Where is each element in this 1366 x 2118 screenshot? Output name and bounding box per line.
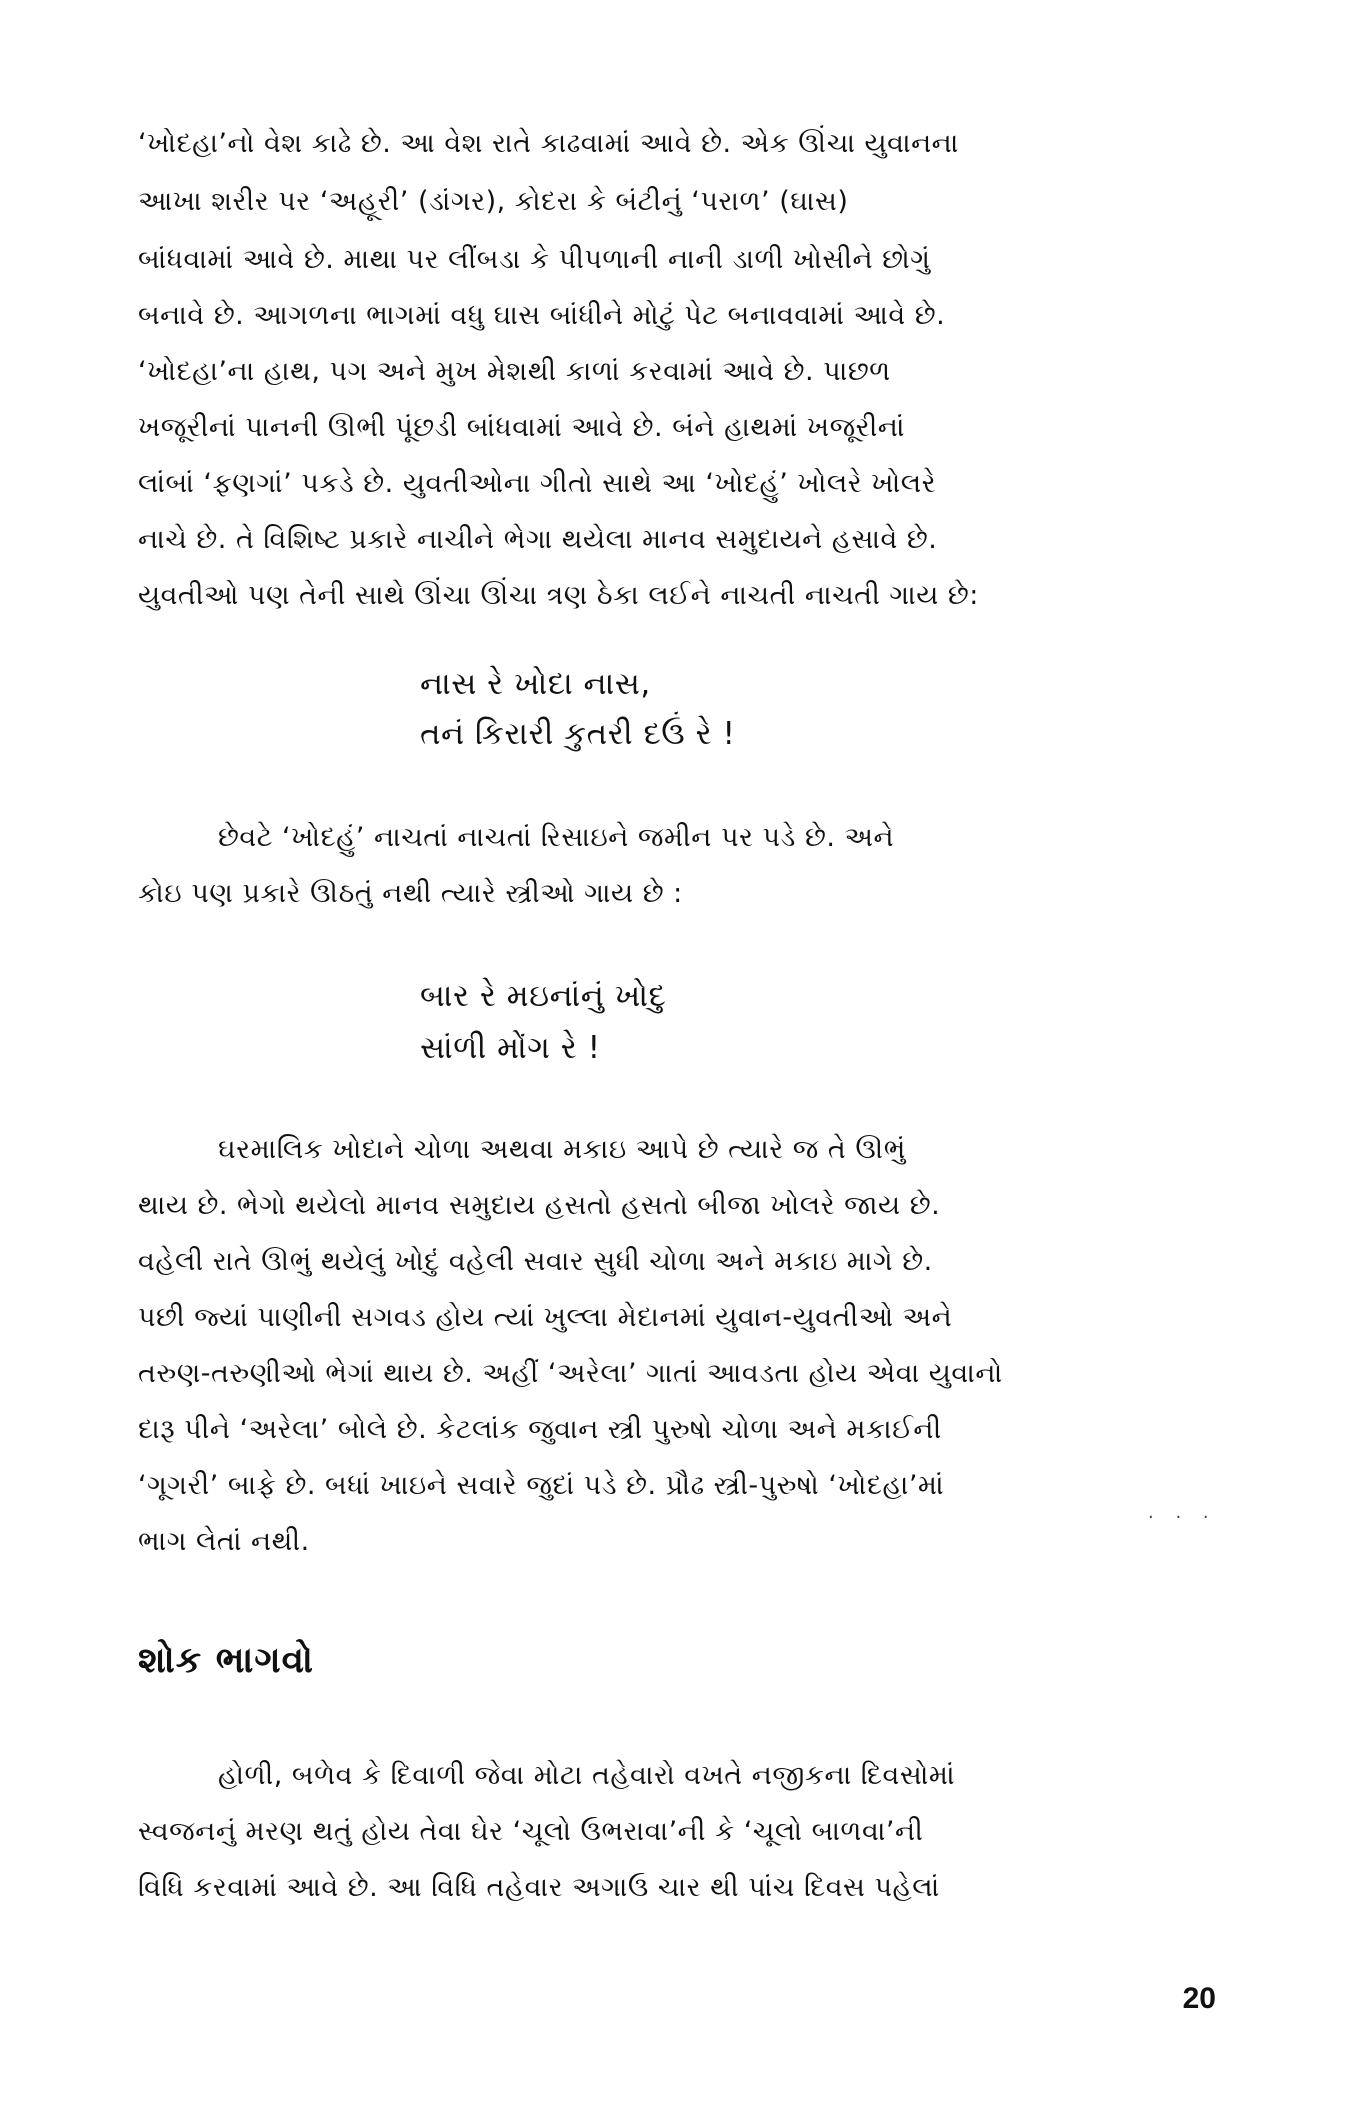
paragraph-4-line-3: વિધિ કરવામાં આવે છે. આ વિધિ તહેવાર અગાઉ ચાર થી પાંચ દિવસ પહેલાં — [138, 1872, 940, 1903]
paragraph-1-line-1: ‘ખોદહા’નો વેશ કાઢે છે. આ વેશ રાતે કાઢવામાં આવે છે. એક ઊંચા યુવાનના — [138, 128, 959, 159]
paragraph-1-line-7: લાંબાં ‘ફણગાં’ પકડે છે. યુવતીઓના ગીતો સાથે આ ‘ખોદહું’ ખોલરે ખોલરે — [138, 468, 937, 499]
paragraph-1-line-6: ખજૂરીનાં પાનની ઊભી પૂંછડી બાંધવામાં આવે છે. બંને હાથમાં ખજૂરીનાં — [138, 412, 906, 443]
paragraph-4-line-2: સ્વજનનું મરણ થતું હોય તેવા ઘેર ‘ચૂલો ઉભરાવા’ની કે ‘ચૂલો બાળવા’ની — [138, 1816, 924, 1847]
paragraph-4-line-1: હોળી, બળેવ કે દિવાળી જેવા મોટા તહેવારો વખતે નજીકના દિવસોમાં — [218, 1760, 956, 1791]
page-number: 20 — [1182, 1982, 1216, 2015]
paragraph-2-line-1: છેવટે ‘ખોદહું’ નાચતાં નાચતાં રિસાઇને જમીન પર પડે છે. અને — [218, 822, 895, 853]
verse-2-line-1: બાર રે મઇનાંનું ખોદુ — [420, 978, 667, 1014]
paragraph-2-line-2: કોઇ પણ પ્રકારે ઊઠતું નથી ત્યારે સ્ત્રીઓ ગાય છે : — [138, 878, 683, 909]
paragraph-3-line-7: ‘ગૂગરી’ બાફે છે. બધાં ખાઇને સવારે જુદાં પડે છે. પ્રૌઢ સ્ત્રી-પુરુષો ‘ખોદહા’માં — [138, 1470, 945, 1501]
paragraph-3-line-8: ભાગ લેતાં નથી. — [138, 1526, 310, 1557]
paragraph-1-line-8: નાચે છે. તે વિશિષ્ટ પ્રકારે નાચીને ભેગા થયેલા માનવ સમુદાયને હસાવે છે. — [138, 524, 938, 555]
paragraph-1-line-3: બાંધવામાં આવે છે. માથા પર લીંબડા કે પીપળાની નાની ડાળી ખોસીને છોગું — [138, 244, 931, 275]
paragraph-3-line-3: વહેલી રાતે ઊભું થયેલું ખોદું વહેલી સવાર સુધી ચોળા અને મકાઇ માગે છે. — [138, 1246, 933, 1277]
section-heading: શોક ભાગવો — [138, 1640, 315, 1681]
verse-1-line-1: નાસ રે ખોદા નાસ, — [420, 666, 651, 702]
stray-dots-mark: . . . — [1148, 1502, 1217, 1523]
paragraph-1-line-5: ‘ખોદહા’ના હાથ, પગ અને મુખ મેશથી કાળાં કરવામાં આવે છે. પાછળ — [138, 356, 891, 387]
paragraph-1-line-4: બનાવે છે. આગળના ભાગમાં વધુ ઘાસ બાંધીને મોટું પેટ બનાવવામાં આવે છે. — [138, 300, 946, 331]
paragraph-1-line-2: આખા શરીર પર ‘અહૂરી’ (ડાંગર), કોદરા કે બંટીનું ‘પરાળ’ (ઘાસ) — [138, 186, 849, 217]
paragraph-3-line-2: થાય છે. ભેગો થયેલો માનવ સમુદાય હસતો હસતો બીજા ખોલરે જાય છે. — [138, 1190, 941, 1221]
paragraph-3-line-6: દારૂ પીને ‘અરેલા’ બોલે છે. કેટલાંક જુવાન સ્ત્રી પુરુષો ચોળા અને મકાઈની — [138, 1414, 942, 1445]
paragraph-3-line-4: પછી જ્યાં પાણીની સગવડ હોય ત્યાં ખુલ્લા મેદાનમાં યુવાન-યુવતીઓ અને — [138, 1302, 953, 1333]
paragraph-1-line-9: યુવતીઓ પણ તેની સાથે ઊંચા ઊંચા ત્રણ ઠેકા લઈને નાચતી નાચતી ગાય છે: — [138, 580, 979, 611]
paragraph-3-line-5: તરુણ-તરુણીઓ ભેગાં થાય છે. અહીં ‘અરેલા’ ગાતાં આવડતા હોય એવા યુવાનો — [138, 1358, 1003, 1389]
verse-1-line-2: તનં કિરારી કુતરી દઉં રે ! — [420, 716, 736, 752]
verse-2-line-2: સાંળી મોંગ રે ! — [420, 1030, 601, 1066]
paragraph-3-line-1: ઘરમાલિક ખોદાને ચોળા અથવા મકાઇ આપે છે ત્યારે જ તે ઊભું — [218, 1134, 906, 1165]
